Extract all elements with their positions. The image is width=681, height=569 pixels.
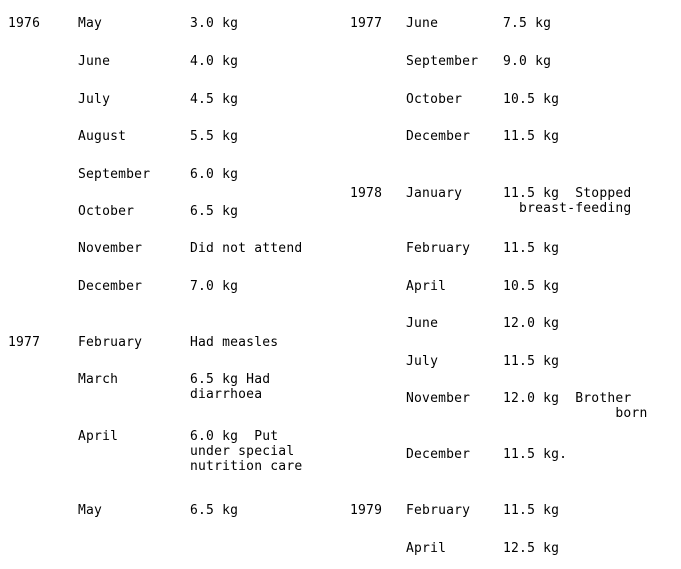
entry-month: July [406,354,439,369]
entry-note: 10.5 kg [503,92,560,107]
entry-note: 6.0 kg Put under special nutrition care [190,429,303,474]
entry-note: 4.0 kg [190,54,239,69]
entry-note: 11.5 kg [503,354,560,369]
entry-note: 11.5 kg Stopped breast-feeding [503,186,632,216]
entry-month: June [78,54,111,69]
entry-note: 12.0 kg [503,316,560,331]
entry-year: 1979 [350,503,383,518]
entry-note: Had measles [190,335,279,350]
entry-month: October [406,92,463,107]
entry-note: Did not attend [190,241,303,256]
entry-note: 9.0 kg [503,54,552,69]
entry-month: October [78,204,135,219]
entry-note: 6.5 kg Had diarrhoea [190,372,271,402]
entry-note: 5.5 kg [190,129,239,144]
entry-month: June [406,16,439,31]
entry-month: December [78,279,143,294]
entry-note: 11.5 kg. [503,447,568,462]
entry-note: 10.5 kg [503,279,560,294]
entry-note: 7.5 kg [503,16,552,31]
entry-year: 1977 [8,335,41,350]
entry-year: 1976 [8,16,41,31]
entry-month: March [78,372,119,387]
entry-month: December [406,129,471,144]
entry-year: 1978 [350,186,383,201]
entry-month: February [406,241,471,256]
entry-month: September [78,167,151,182]
entry-note: 4.5 kg [190,92,239,107]
entry-note: 11.5 kg [503,129,560,144]
entry-month: November [406,391,471,406]
entry-month: June [406,316,439,331]
entry-month: April [78,429,119,444]
entry-month: May [78,16,103,31]
entry-month: April [406,279,447,294]
entry-note: 6.5 kg [190,503,239,518]
entry-month: December [406,447,471,462]
entry-note: 12.5 kg [503,541,560,556]
entry-month: July [78,92,111,107]
entry-month: August [78,129,127,144]
entry-month: May [78,503,103,518]
entry-note: 3.0 kg [190,16,239,31]
entry-month: November [78,241,143,256]
entry-month: February [406,503,471,518]
entry-month: February [78,335,143,350]
entry-note: 12.0 kg Brother born [503,391,648,421]
entry-month: September [406,54,479,69]
entry-month: January [406,186,463,201]
entry-note: 6.0 kg [190,167,239,182]
entry-note: 7.0 kg [190,279,239,294]
entry-note: 11.5 kg [503,503,560,518]
entry-note: 6.5 kg [190,204,239,219]
entry-year: 1977 [350,16,383,31]
entry-note: 11.5 kg [503,241,560,256]
entry-month: April [406,541,447,556]
